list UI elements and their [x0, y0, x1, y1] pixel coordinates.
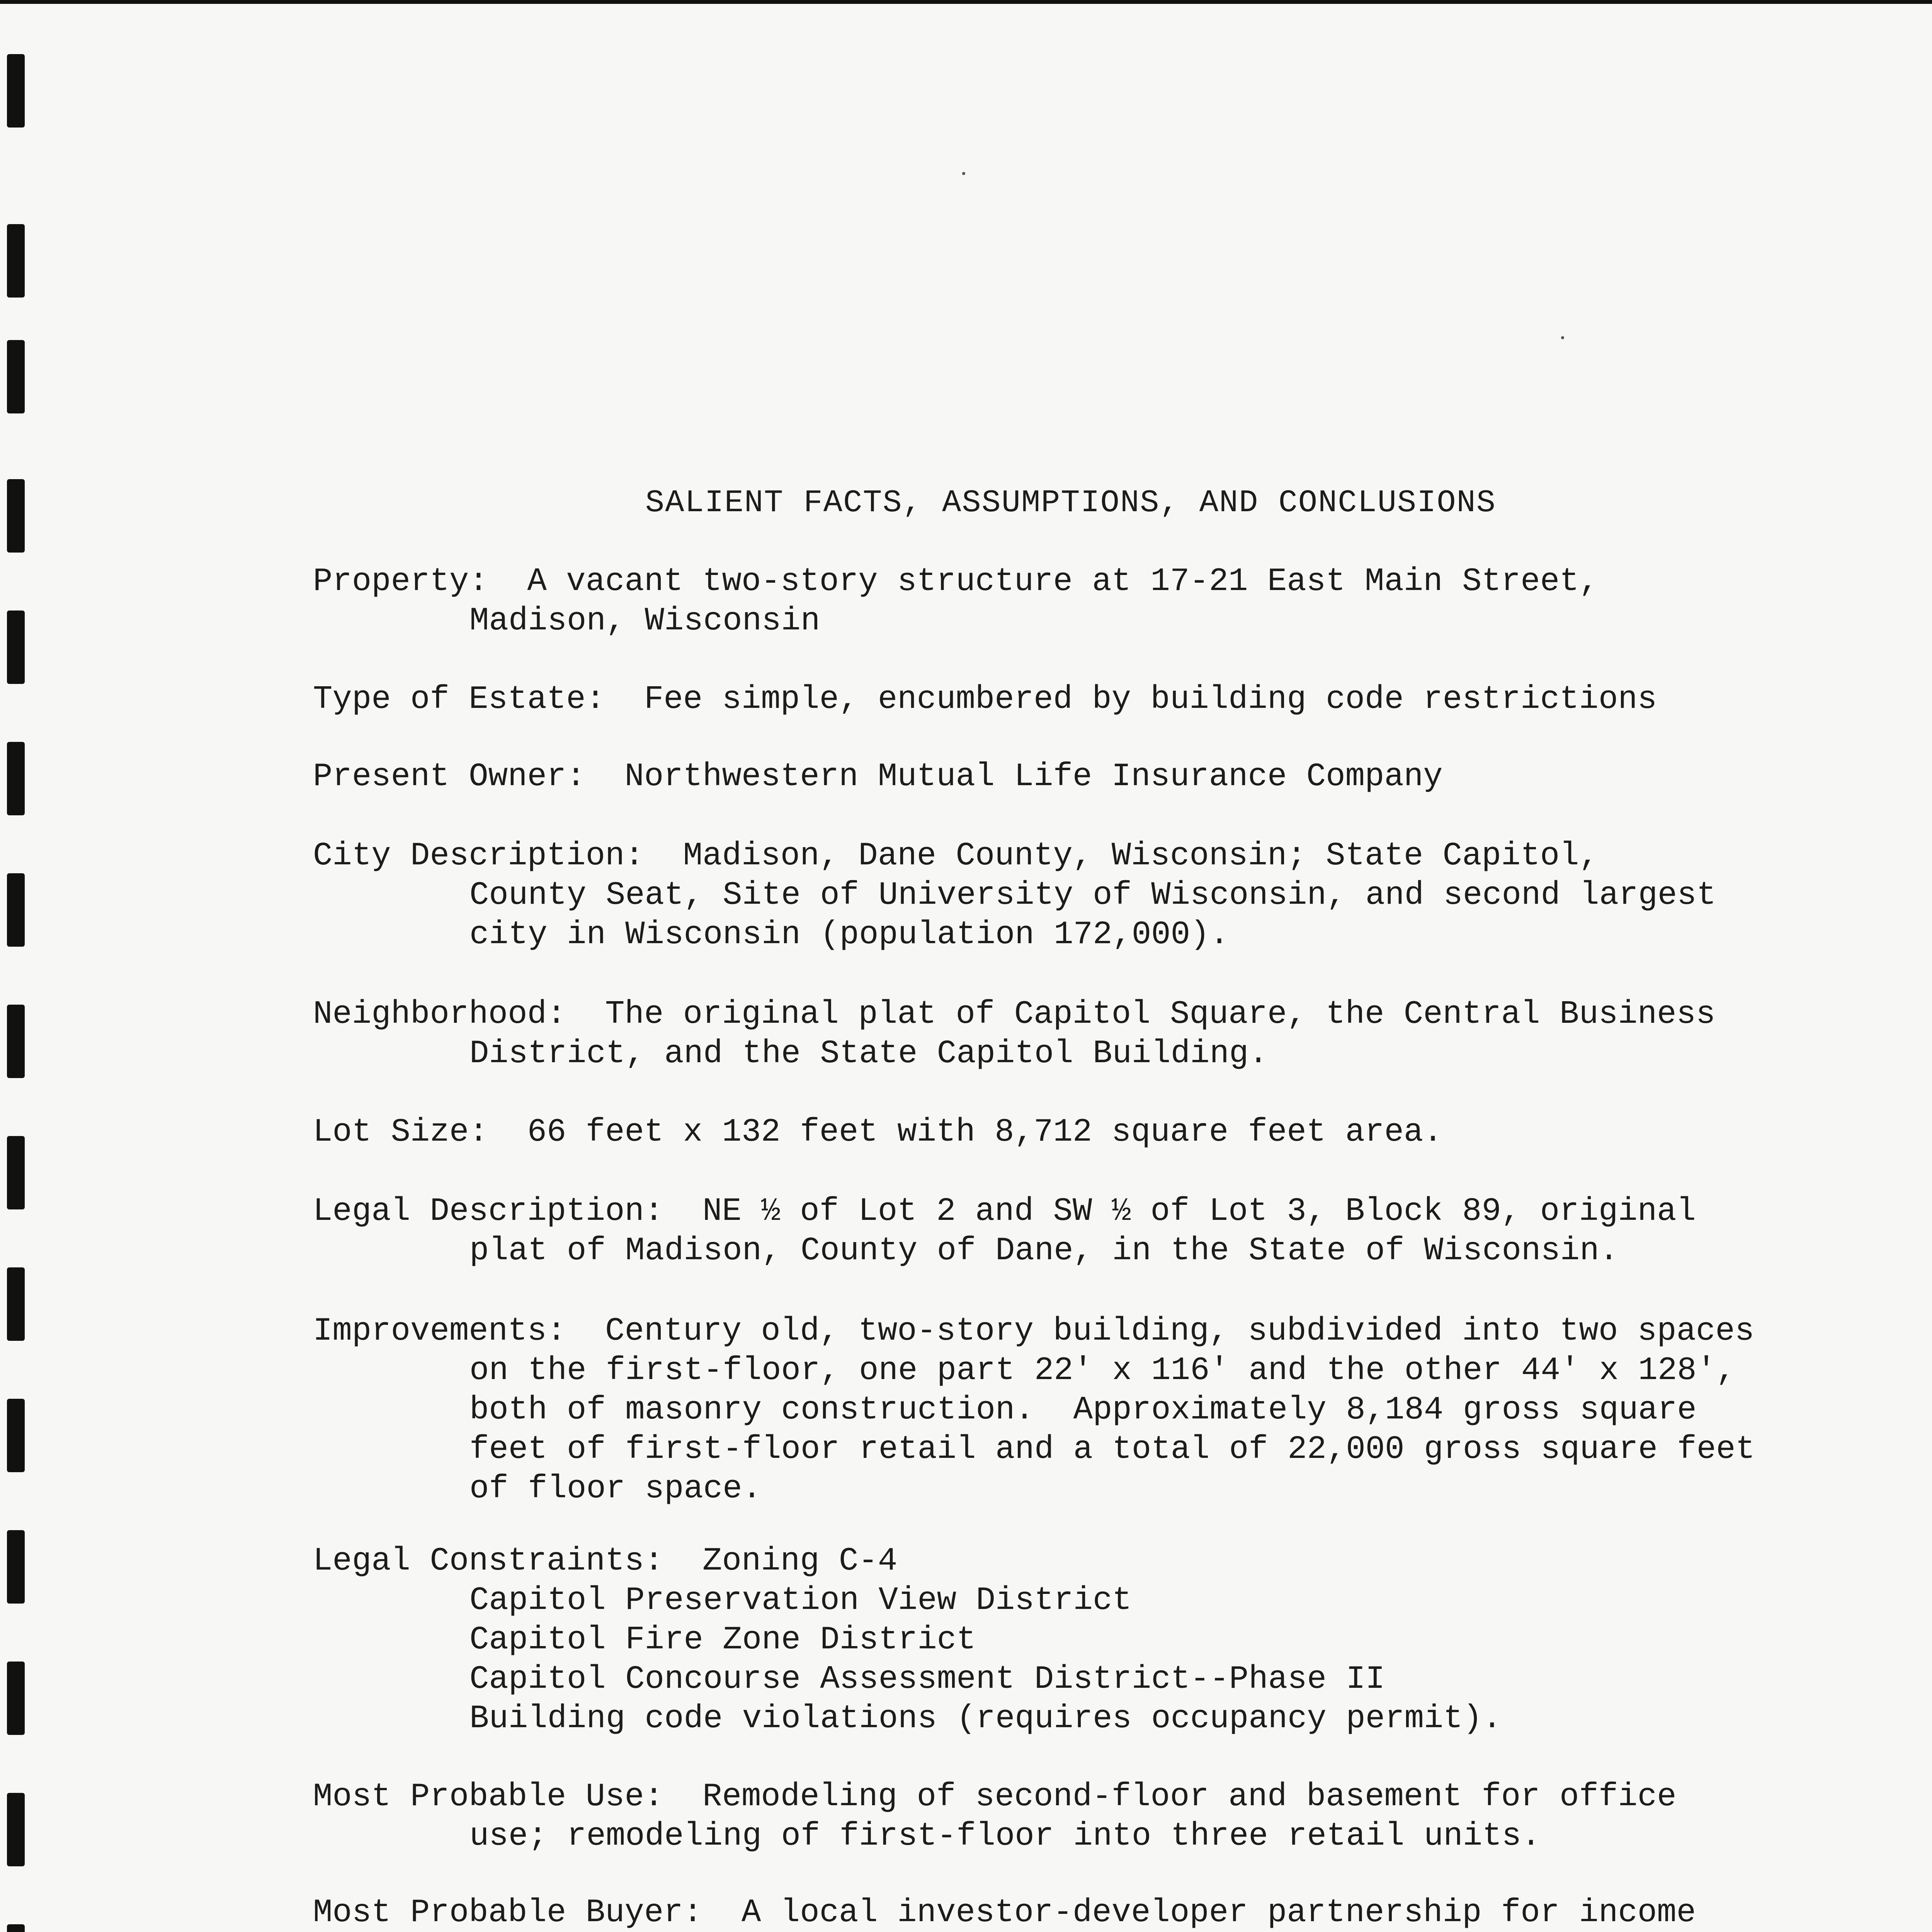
- fact-entry: [313, 837, 1716, 955]
- fact-entry-first-line: City Description: Madison, Dane County, Wisconsin; State Capitol,: [313, 838, 1599, 874]
- binding-hole: [7, 742, 25, 815]
- binding-hole: [7, 479, 25, 553]
- fact-entry-continuation-line: District, and the State Capitol Building.: [469, 1036, 1268, 1072]
- scan-speck: [962, 172, 965, 175]
- fact-entry-continuation-line: Capitol Concourse Assessment District--Phase II: [469, 1661, 1385, 1698]
- fact-entry: [313, 1113, 1443, 1152]
- fact-entry-first-line: Legal Constraints: Zoning C-4: [313, 1543, 898, 1580]
- fact-entry: [313, 757, 1443, 797]
- fact-entry-first-line: Neighborhood: The original plat of Capitol Square, the Central Business: [313, 996, 1716, 1033]
- binding-holes: [0, 0, 46, 1932]
- fact-entry-continuation-line: of floor space.: [469, 1471, 762, 1507]
- fact-entry: [313, 1893, 1696, 1932]
- fact-entry-continuation-line: Building code violations (requires occupancy permit).: [469, 1701, 1502, 1737]
- fact-entry: [313, 562, 1599, 641]
- fact-entry-continuation-line: plat of Madison, County of Dane, in the State of Wisconsin.: [469, 1233, 1619, 1269]
- fact-entry: [313, 1777, 1677, 1856]
- fact-entry-first-line: Present Owner: Northwestern Mutual Life Insurance Company: [313, 759, 1443, 795]
- fact-entry-continuation-line: on the first-floor, one part 22' x 116' and the other 44' x 128',: [469, 1352, 1736, 1389]
- fact-entry-continuation-line: both of masonry construction. Approximately 8,184 gross square: [469, 1392, 1697, 1429]
- binding-hole: [7, 1793, 25, 1866]
- binding-hole: [7, 1267, 25, 1341]
- binding-hole: [7, 611, 25, 684]
- fact-entry-continuation-line: County Seat, Site of University of Wisconsin, and second largest: [469, 877, 1716, 914]
- fact-entry-continuation-line: use; remodeling of first-floor into three retail units.: [469, 1818, 1541, 1855]
- fact-entry-continuation-line: Capitol Fire Zone District: [469, 1622, 976, 1658]
- binding-hole: [7, 1399, 25, 1472]
- fact-entry-first-line: Type of Estate: Fee simple, encumbered by building code restrictions: [313, 681, 1657, 718]
- fact-entry-continuation-line: feet of first-floor retail and a total of 22,000 gross square feet: [469, 1431, 1755, 1468]
- binding-hole: [7, 1924, 25, 1932]
- binding-hole: [7, 1530, 25, 1604]
- fact-entry-first-line: Most Probable Use: Remodeling of second-floor and basement for office: [313, 1779, 1677, 1815]
- fact-entry: [313, 995, 1715, 1074]
- binding-hole: [7, 1136, 25, 1209]
- fact-entry: [313, 1312, 1755, 1509]
- page-border-top: [0, 0, 1932, 4]
- fact-entry-continuation-line: Madison, Wisconsin: [469, 603, 820, 639]
- binding-hole: [7, 224, 25, 298]
- fact-entry: [313, 1542, 1502, 1739]
- fact-entry-first-line: Lot Size: 66 feet x 132 feet with 8,712 square feet area.: [313, 1114, 1443, 1151]
- fact-entry-first-line: Property: A vacant two-story structure at 17-21 East Main Street,: [313, 563, 1599, 600]
- fact-entry-first-line: Legal Description: NE ½ of Lot 2 and SW ½ of Lot 3, Block 89, original: [313, 1193, 1696, 1230]
- fact-entry-first-line: Most Probable Buyer: A local investor-developer partnership for income: [313, 1895, 1696, 1931]
- fact-entry-continuation-line: Capitol Preservation View District: [469, 1582, 1132, 1619]
- binding-hole: [7, 340, 25, 413]
- scan-speck: [1561, 336, 1564, 339]
- binding-hole: [7, 1662, 25, 1735]
- fact-entry: [313, 1192, 1696, 1271]
- binding-hole: [7, 873, 25, 947]
- fact-entry: [313, 680, 1657, 719]
- fact-entry-continuation-line: city in Wisconsin (population 172,000).: [469, 917, 1229, 953]
- binding-hole: [7, 1005, 25, 1078]
- binding-hole: [7, 54, 25, 128]
- page-title: SALIENT FACTS, ASSUMPTIONS, AND CONCLUSIONS: [645, 485, 1496, 521]
- fact-entry-first-line: Improvements: Century old, two-story building, subdivided into two spaces: [313, 1313, 1755, 1350]
